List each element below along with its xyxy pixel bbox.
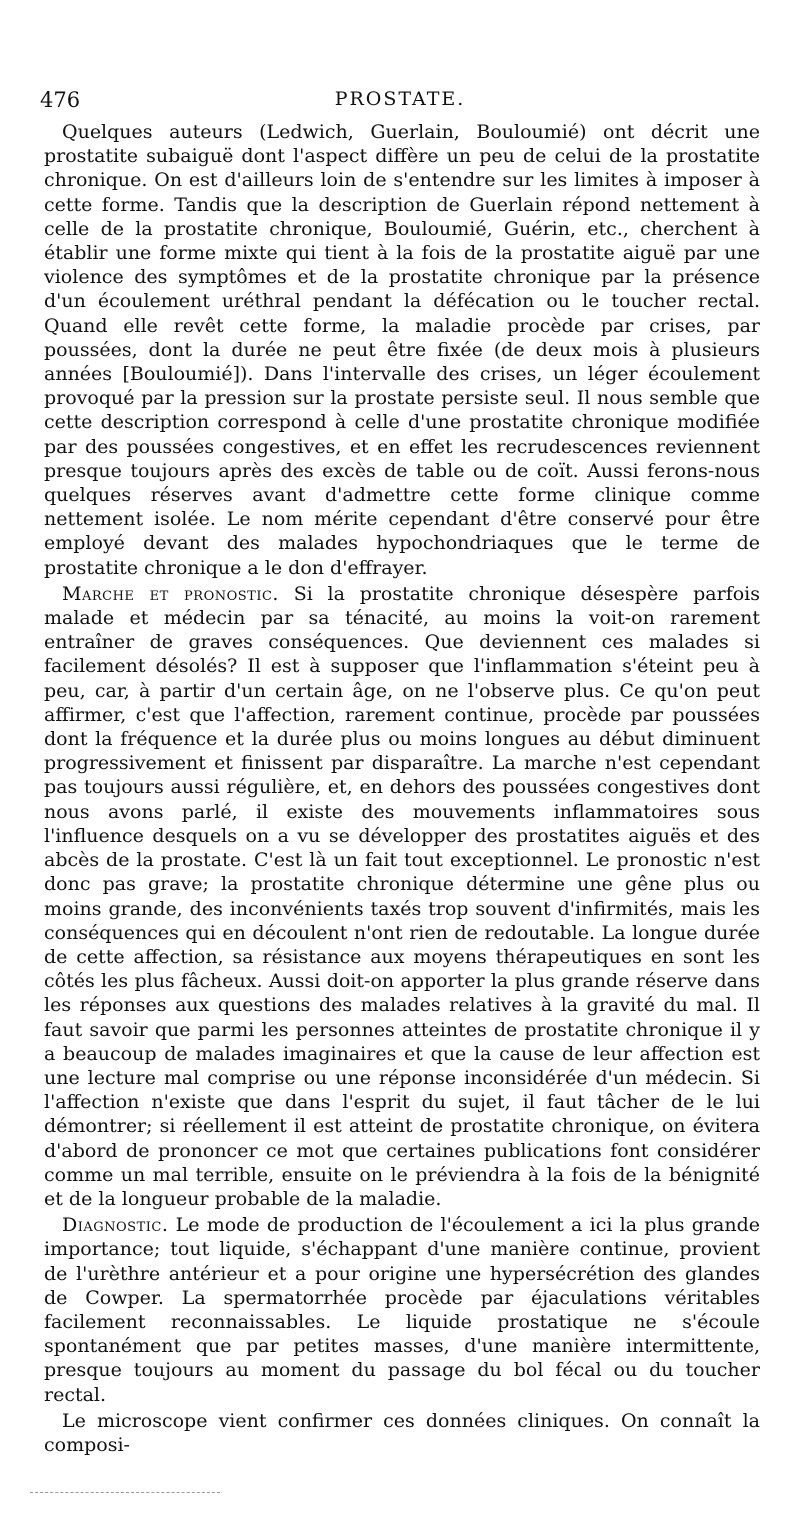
paragraph-text: Le mode de production de l'écoulement a ici la plus grande importance; tout liquide, s'échappant d'une manière continue, provient de l'urèthre antérieur et a pour origine une hypersécrétion des glandes de Cowper. La spermatorrhée procède par éjaculations véritables facilement reconnaissables. Le liquide prostatique ne s'écoule spontanément que par petites masses, d'une manière intermittente, presque toujours au moment du passage du bol fécal ou du toucher rectal.: [44, 1214, 760, 1406]
page-number: 476: [40, 88, 81, 112]
paragraph-diagnostic: [44, 1213, 760, 1407]
running-title: PROSTATE.: [334, 88, 466, 110]
paragraph-microscope: [44, 1409, 760, 1457]
paragraph-subacute-prostatitis: [44, 120, 760, 580]
section-heading-marche-pronostic: Marche et pronostic.: [62, 582, 279, 605]
paragraph-text: Quelques auteurs (Ledwich, Guerlain, Bouloumié) ont décrit une prostatite subaiguë dont l'aspect diffère un peu de celui de la prostatite chronique. On est d'ailleurs loin de s'entendre sur les limites à imposer à cette forme. Tandis que la description de Guerlain répond nettement à celle de la prostatite chronique, Bouloumié, Guérin, etc., cherchent à établir une forme mixte qui tient à la fois de la prostatite aiguë par une violence des symptômes et de la prostatite chronique par la présence d'un écoulement uréthral pendant la défécation ou le toucher rectal. Quand elle revêt cette forme, la maladie procède par crises, par poussées, dont la durée ne peut être fixée (de deux mois à plusieurs années [Bouloumié]). Dans l'intervalle des crises, un léger écoulement provoqué par la pression sur la prostate persiste seul. Il nous semble que cette description correspond à celle d'une prostatite chronique modifiée par des poussées congestives, et en effet les recrudescences reviennent presque toujours après des excès de table ou de coït. Aussi ferons-nous quelques réserves avant d'admettre cette forme clinique comme nettement isolée. Le nom mérite cependant d'être conservé pour être employé devant des malades hypochondriaques que le terme de prostatite chronique a le don d'effrayer.: [44, 121, 760, 579]
footer-rule: [30, 1492, 220, 1499]
body-text: [44, 120, 760, 1457]
paragraph-text: Le microscope vient confirmer ces données cliniques. On connaît la composi-: [44, 1409, 760, 1456]
page-header: [40, 88, 760, 118]
section-heading-diagnostic: Diagnostic.: [62, 1214, 169, 1237]
paragraph-marche-pronostic: [44, 582, 760, 1211]
paragraph-text: Si la prostatite chronique désespère parfois malade et médecin par sa ténacité, au moins la voit-on rarement entraîner de graves conséquences. Que deviennent ces malades si facilement désolés? Il est à supposer que l'inflammation s'éteint peu à peu, car, à partir d'un certain âge, on ne l'observe plus. Ce qu'on peut affirmer, c'est que l'affection, rarement continue, procède par poussées dont la fréquence et la durée plus ou moins longues au début diminuent progressivement et finissent par disparaître. La marche n'est cependant pas toujours aussi régulière, et, en dehors des poussées congestives dont nous avons parlé, il existe des mouvements inflammatoires sous l'influence desquels on a vu se développer des prostatites aiguës et des abcès de la prostate. C'est là un fait tout exceptionnel. Le pronostic n'est donc pas grave; la prostatite chronique détermine une gêne plus ou moins grande, des inconvénients taxés trop souvent d'infirmités, mais les conséquences qui en découlent n'ont rien de redoutable. La longue durée de cette affection, sa résistance aux moyens thérapeutiques en sont les côtés les plus fâcheux. Aussi doit-on apporter la plus grande réserve dans les réponses aux questions des malades relatives à la gravité du mal. Il faut savoir que parmi les personnes atteintes de prostatite chronique il y a beaucoup de malades imaginaires et que la cause de leur affection est une lecture mal comprise ou une réponse inconsidérée d'un médecin. Si l'affection n'existe que dans l'esprit du sujet, il faut tâcher de le lui démontrer; si réellement il est atteint de prostatite chronique, on évitera d'abord de prononcer ce mot que certaines publications font considérer comme un mal terrible, ensuite on le préviendra à la fois de la bénignité et de la longueur probable de la maladie.: [44, 582, 761, 1210]
